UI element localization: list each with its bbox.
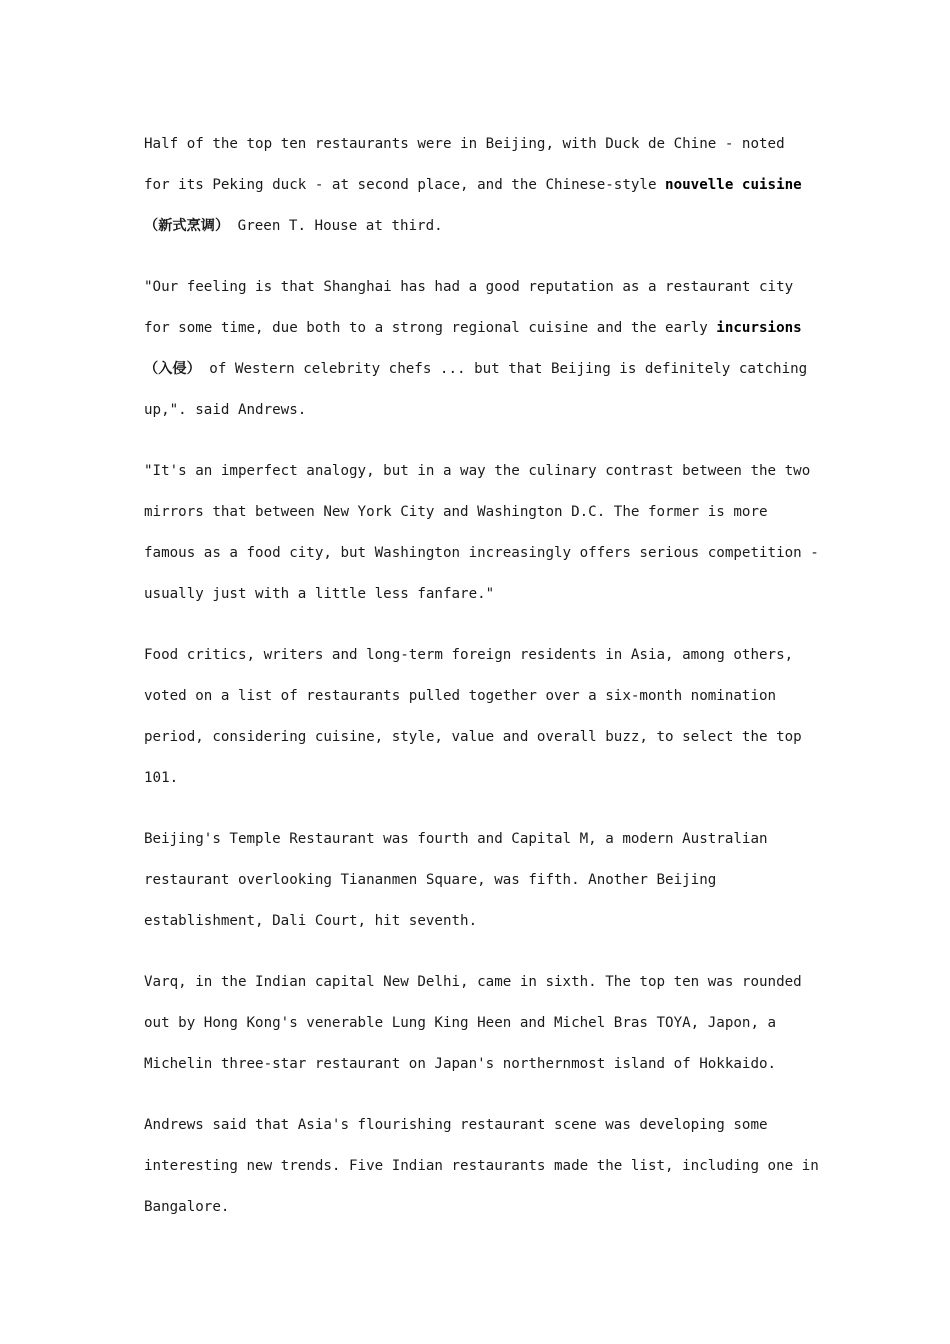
paragraph-6: [144, 962, 814, 1085]
text-segment: up,". said Andrews.: [144, 402, 307, 418]
vocab-term: incursions: [716, 320, 802, 336]
text-segment: for some time, due both to a strong regional cuisine and the early: [144, 320, 717, 336]
text-line: Andrews said that Asia's flourishing restaurant scene was developing some: [144, 1117, 768, 1133]
text-line: period, considering cuisine, style, value and overall buzz, to select the top: [144, 729, 802, 745]
text-segment: Half of the top ten restaurants were: [144, 136, 461, 152]
text-line: [144, 349, 814, 390]
text-line: "It's an imperfect analogy, but in a way the culinary contrast between the two: [144, 463, 811, 479]
text-line: [144, 267, 814, 308]
text-line: 101.: [144, 770, 179, 786]
text-line: [144, 206, 814, 247]
text-line: Bangalore.: [144, 1199, 230, 1215]
text-line: [144, 165, 814, 206]
text-line: [144, 124, 814, 165]
text-line: Michelin three-star restaurant on Japan's northernmost island of Hokkaido.: [144, 1056, 777, 1072]
text-line: [144, 308, 814, 349]
text-segment: for its Peking duck - at second place, and the Chinese-style: [144, 177, 666, 193]
vocab-gloss: （新式烹调）: [144, 218, 230, 234]
text-segment: "Our feeling is that Shanghai has had a good reputation as a restaurant city: [144, 279, 794, 295]
text-line: mirrors that between New York City and Washington D.C. The former is more: [144, 504, 768, 520]
vocab-gloss: （入侵）: [144, 361, 201, 377]
paragraph-7: [144, 1105, 819, 1228]
text-line: famous as a food city, but Washington increasingly offers serious competition -: [144, 545, 819, 561]
text-line: restaurant overlooking Tiananmen Square, was fifth. Another Beijing: [144, 872, 717, 888]
article-body: [144, 124, 819, 1248]
text-segment: of Western celebrity chefs ... but that Beijing is definitely catching: [200, 361, 808, 377]
text-line: out by Hong Kong's venerable Lung King Heen and Michel Bras TOYA, Japon, a: [144, 1015, 777, 1031]
text-line: interesting new trends. Five Indian restaurants made the list, including one in: [144, 1158, 819, 1174]
text-line: establishment, Dali Court, hit seventh.: [144, 913, 478, 929]
text-line: usually just with a little less fanfare.": [144, 586, 495, 602]
text-line: Beijing's Temple Restaurant was fourth and Capital M, a modern Australian: [144, 831, 768, 847]
vocab-term: nouvelle cuisine: [665, 177, 802, 193]
paragraph-5: [144, 819, 814, 942]
text-line: voted on a list of restaurants pulled together over a six-month nomination: [144, 688, 777, 704]
text-segment: Green T. House at third.: [229, 218, 443, 234]
text-line: Varq, in the Indian capital New Delhi, came in sixth. The top ten was rounded: [144, 974, 802, 990]
paragraph-2: [144, 267, 814, 431]
text-line: Food critics, writers and long-term foreign residents in Asia, among others,: [144, 647, 794, 663]
text-segment: in Beijing, with Duck de Chine - noted: [460, 136, 785, 152]
text-line: [144, 390, 814, 431]
paragraph-4: [144, 635, 814, 799]
paragraph-3: [144, 451, 819, 615]
paragraph-1: [144, 124, 814, 247]
